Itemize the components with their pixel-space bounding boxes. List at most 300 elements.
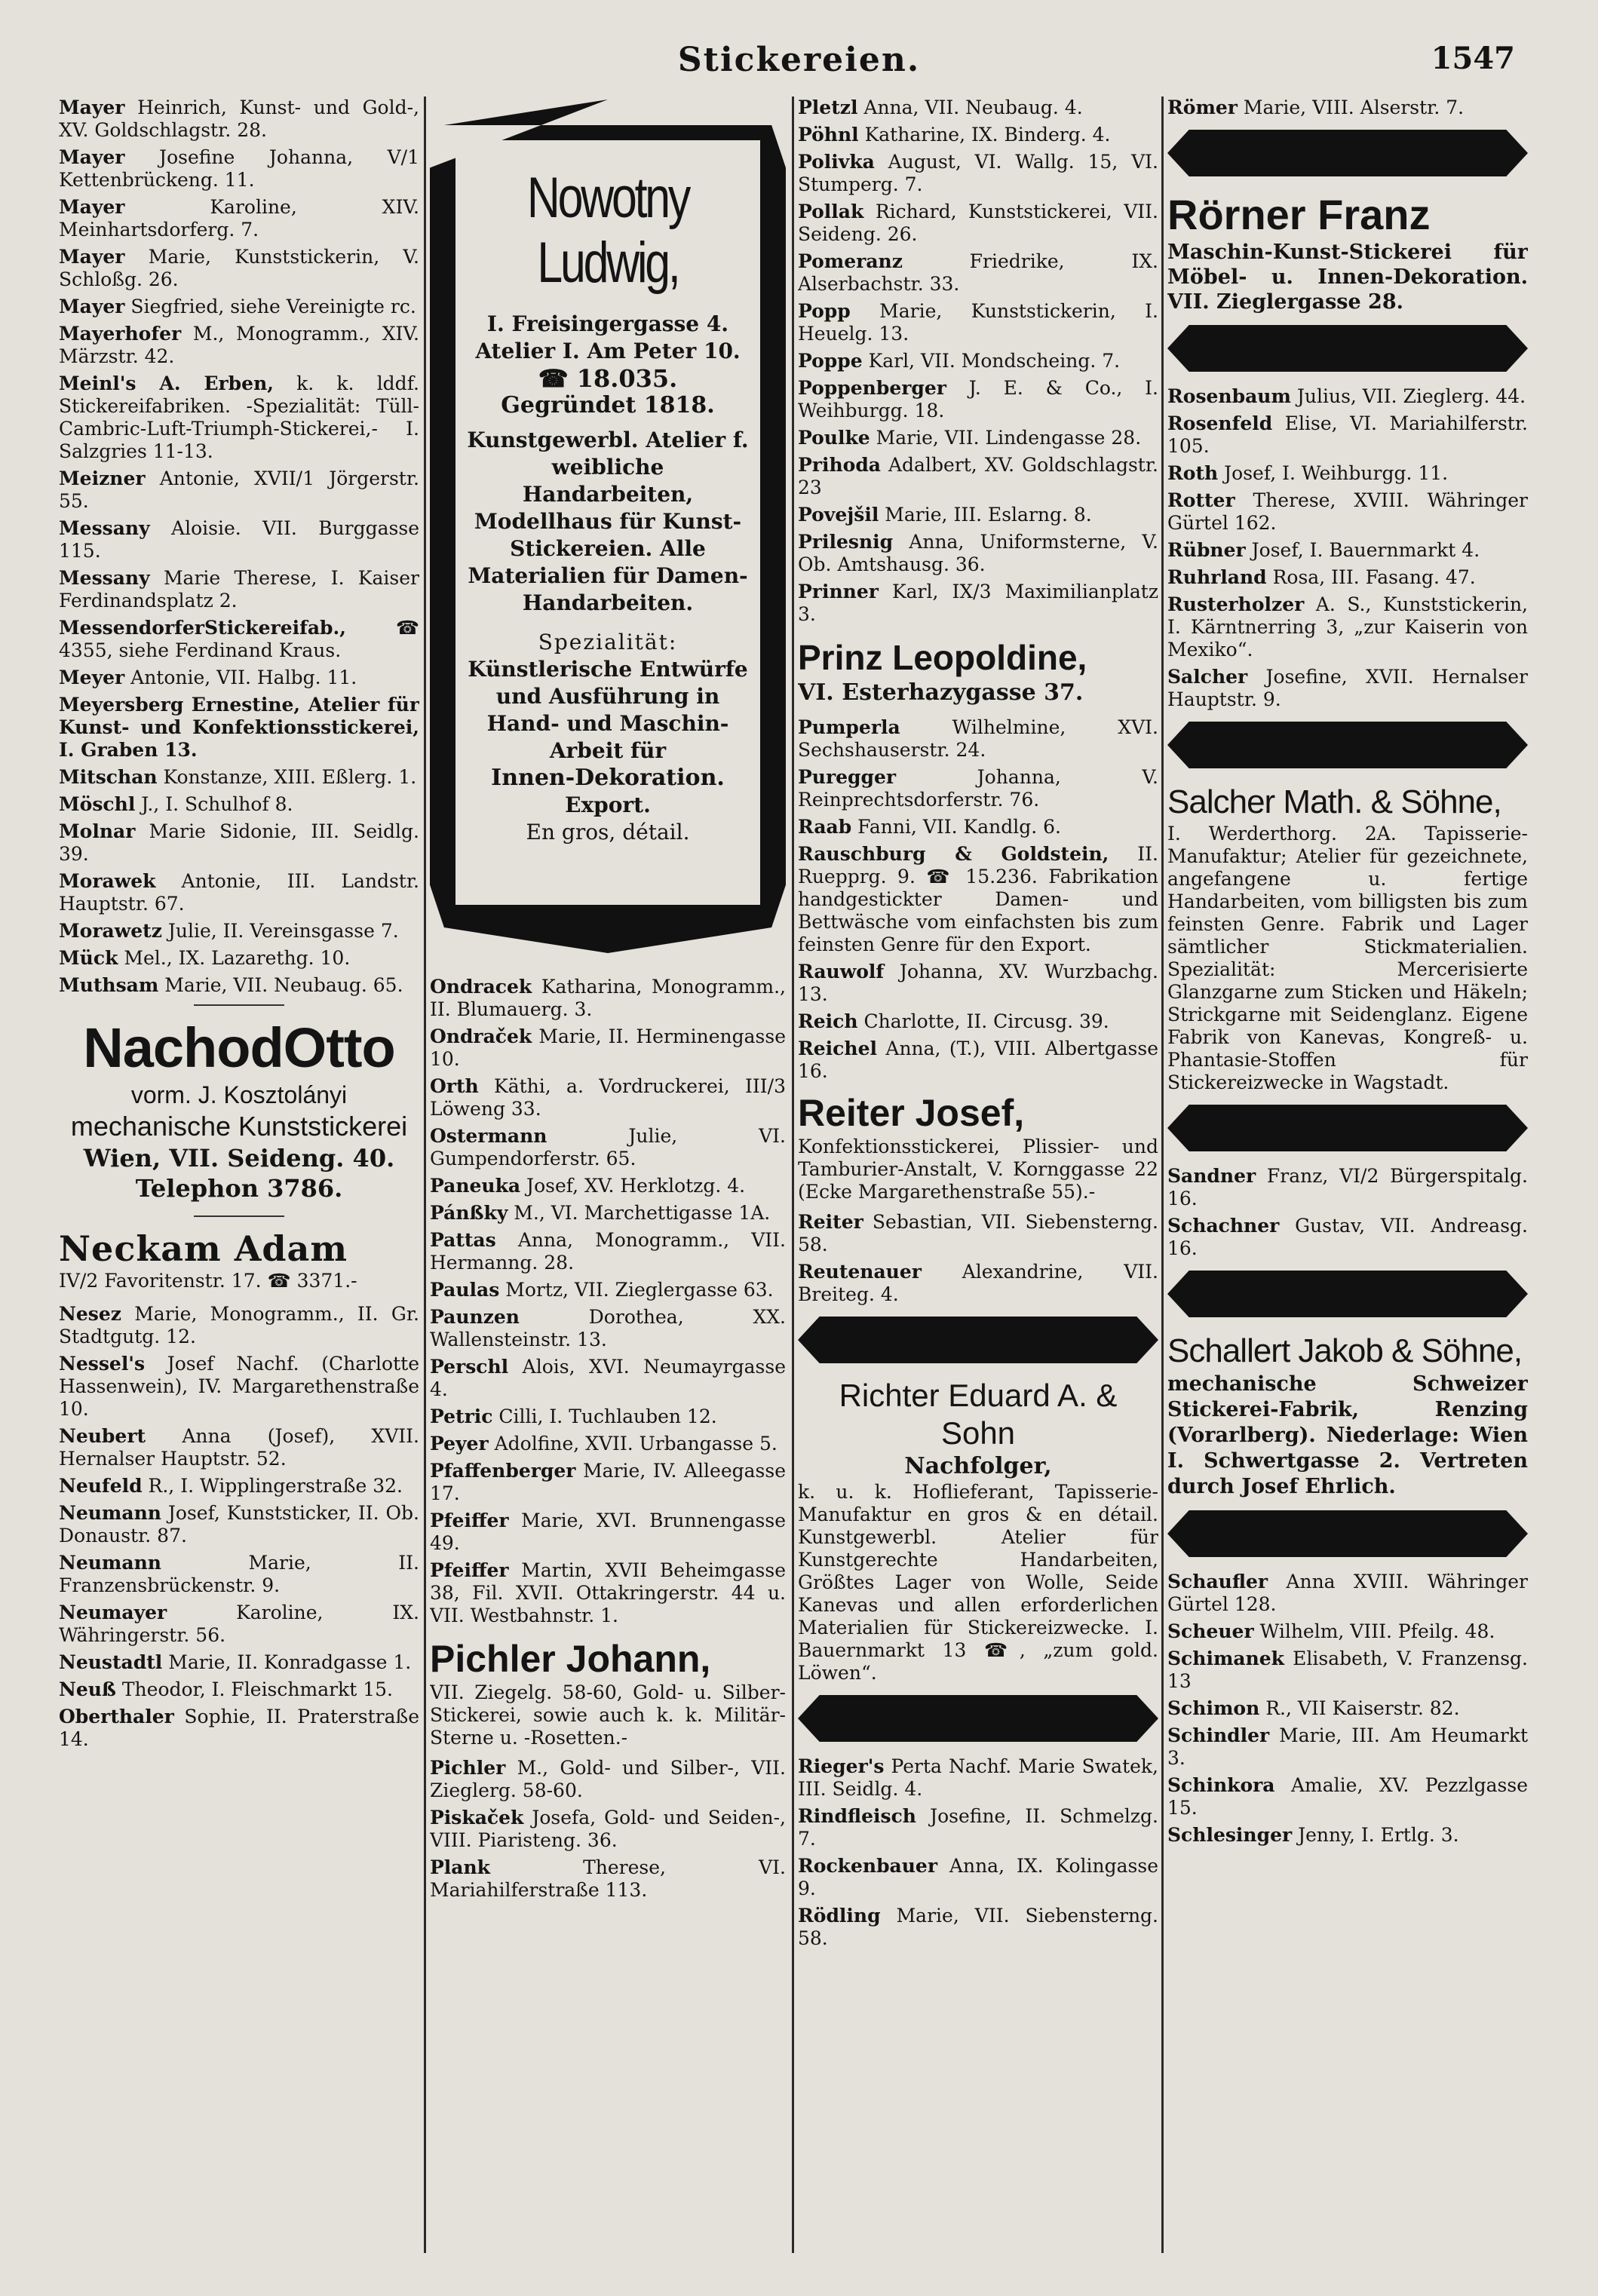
ad-banner	[1167, 1271, 1528, 1317]
entry-name: Neuß	[59, 1678, 116, 1700]
entry-text: II. Ruepprg. 9. ☎ 15.236. Fabrikation handgestickter Damen- und Bettwäsche vom einfachsten bis zum feinsten Genre für den Export.	[798, 843, 1158, 955]
entry-text: Perta Nachf. Marie Swatek, III. Seidlg. 4.	[798, 1755, 1158, 1800]
entry-text: Aloisie. VII. Burggasse 115.	[59, 517, 419, 562]
directory-entry	[798, 1755, 1158, 1801]
entry-name: Rübner	[1167, 539, 1246, 561]
directory-entry	[798, 581, 1158, 626]
ad-reiter-josef	[798, 1090, 1158, 1203]
directory-entry	[59, 694, 419, 762]
entry-text: Anna XVIII. Währinger Gürtel 128.	[1167, 1571, 1528, 1615]
directory-entry	[59, 1706, 419, 1751]
entry-text: Marie, Kunststickerin, V. Schloßg. 26.	[59, 246, 419, 290]
ad-banner	[1167, 1105, 1528, 1151]
directory-entry	[798, 1855, 1158, 1900]
entry-name: Reutenauer	[798, 1261, 922, 1283]
entry-text: Anna, IX. Kolingasse 9.	[798, 1855, 1158, 1899]
entry-name: Möschl	[59, 793, 136, 815]
directory-entry	[1167, 566, 1528, 589]
entry-name: Mayer	[59, 146, 125, 168]
entry-name: Schlesinger	[1167, 1824, 1293, 1846]
entry-list	[59, 97, 419, 997]
entry-name: Prihoda	[798, 454, 881, 476]
entry-text: Amalie, XV. Pezzlgasse 15.	[1167, 1774, 1528, 1819]
entry-name: Prinner	[798, 581, 879, 602]
entry-name: Poppenberger	[798, 377, 946, 399]
entry-text: August, VI. Wallg. 15, VI. Stumperg. 7.	[798, 151, 1158, 195]
directory-entry	[430, 1306, 786, 1351]
entry-text: Marie, III. Eslarng. 8.	[879, 504, 1092, 526]
directory-entry	[1167, 1724, 1528, 1770]
entry-text: Marie, VII. Lindengasse 28.	[870, 427, 1142, 449]
directory-entry	[59, 146, 419, 192]
entry-text: Käthi, a. Vordruckerei, III/3 Löweng 33.	[430, 1075, 786, 1120]
directory-entry	[1167, 666, 1528, 711]
entry-text: Josefine, II. Schmelzg. 7.	[798, 1805, 1158, 1850]
entry-name: Roth	[1167, 462, 1219, 484]
entry-name: Messany	[59, 567, 150, 589]
entry-text: Josef Nachf. (Charlotte Hassenwein), IV. Margarethenstraße 10.	[59, 1353, 419, 1420]
entry-text: Marie, Kunststickerin, I. Heuelg. 13.	[798, 300, 1158, 345]
entry-text: Mel., IX. Lazarethg. 10.	[118, 947, 351, 969]
ad-salcher-math	[1167, 782, 1528, 1094]
entry-name: Oberthaler	[59, 1706, 174, 1727]
ad-body	[455, 140, 760, 905]
entry-text: Antonie, VII. Halbg. 11.	[124, 667, 357, 688]
entry-name: Ostermann	[430, 1125, 547, 1147]
entry-text: Alexandrine, VII. Breiteg. 4.	[798, 1261, 1158, 1305]
entry-text: Richard, Kunststickerei, VII. Seideng. 26.	[798, 201, 1158, 245]
directory-entry	[798, 124, 1158, 146]
directory-entry	[59, 920, 419, 943]
entry-text: Alois, XVI. Neumayrgasse 4.	[430, 1356, 786, 1400]
directory-entry	[798, 454, 1158, 499]
entry-text: Elisabeth, V. Franzensg. 13	[1167, 1648, 1528, 1692]
entry-text: Anna (Josef), XVII. Hernalser Hauptstr. 52.	[59, 1425, 419, 1470]
entry-name: Messany	[59, 517, 150, 539]
directory-entry	[798, 531, 1158, 576]
directory-entry	[430, 1202, 786, 1225]
directory-entry	[430, 1559, 786, 1627]
ad-name: NachodOtto	[83, 1016, 395, 1079]
directory-entry	[430, 976, 786, 1021]
entry-text: Josef, I. Bauernmarkt 4.	[1245, 539, 1480, 561]
entry-name: Meizner	[59, 467, 146, 489]
entry-text: Josef, XV. Herklotzg. 4.	[520, 1175, 746, 1197]
entry-name: Pichler	[430, 1757, 506, 1779]
directory-entry	[59, 667, 419, 689]
ad-name: Neckam Adam	[59, 1228, 348, 1269]
ad-line: mechanische Schweizer Stickerei-Fabrik, Renzing (Vorarlberg). Niederlage: Wien I. Schwertgasse 2. Vertreten durch Josef Ehrlich.	[1167, 1372, 1528, 1498]
page-header	[0, 36, 1598, 89]
ad-line: I. Werderthorg. 2A. Tapisserie-Manufaktur; Atelier für gezeichnete, angefangene u. fertige Handarbeiten, vom billigsten bis zum feinsten Genre. Fabrik und Lager sämtlicher Stickmaterialien. Spezialität: Mercerisierte Glanzgarne zum Sticken und Häkeln; Strickgarne mit Seidenglanz. Eigene Fabrik von Kanevas, Kongreß- u. Phantasie-Stoffen für Stickereizwecke in Wagstadt.	[1167, 823, 1528, 1093]
directory-entry	[1167, 539, 1528, 562]
ad-banner	[1167, 1510, 1528, 1557]
entry-list	[1167, 1165, 1528, 1260]
directory-entry	[798, 1905, 1158, 1950]
entry-name: Povejšil	[798, 504, 879, 526]
directory-entry	[59, 372, 419, 463]
entry-text: ☎ 4355, siehe Ferdinand Kraus.	[59, 617, 419, 661]
entry-name: Puregger	[798, 766, 897, 788]
directory-entry	[430, 1175, 786, 1197]
entry-text: Julie, II. Vereinsgasse 7.	[161, 920, 399, 942]
entry-name: Neumayer	[59, 1602, 167, 1623]
directory-entry	[798, 766, 1158, 811]
entry-name: Neubert	[59, 1425, 146, 1447]
ad-line: k. u. k. Hoflieferant, Tapisserie-Manufaktur en gros & en détail. Kunstgewerbl. Atelier für Kunstgerechte Handarbeiten, Größtes Lager von Wolle, Seide Kanevas und allen erforderlichen Materialien für Stickereizwecke. I. Bauernmarkt 13 ☎, „zum gold. Löwen“.	[798, 1481, 1158, 1684]
directory-entry	[59, 793, 419, 816]
directory-entry	[430, 1433, 786, 1455]
entry-name: Rotter	[1167, 489, 1235, 511]
entry-text: Elise, VI. Mariahilferstr. 105.	[1167, 412, 1528, 457]
directory-entry	[430, 1856, 786, 1902]
ad-line: Modellhaus für Kunst-Stickereien. Alle Materialien für Damen-Handarbeiten.	[468, 509, 748, 615]
directory-entry	[798, 716, 1158, 762]
entry-text: A. S., Kunststickerin, I. Kärntnerring 3, „zur Kaiserin von Mexiko“.	[1167, 593, 1528, 661]
entry-name: Paneuka	[430, 1175, 521, 1197]
directory-entry	[1167, 1648, 1528, 1693]
ad-line: Wien, VII. Seideng. 40.	[83, 1144, 395, 1173]
ad-nowotny-ludwig	[430, 100, 786, 953]
ad-name: Rörner Franz	[1167, 191, 1431, 238]
entry-text: Marie Sidonie, III. Seidlg. 39.	[59, 820, 419, 865]
directory-entry	[430, 1405, 786, 1428]
entry-text: Friedrike, IX. Alserbachstr. 33.	[798, 250, 1158, 295]
directory-entry	[1167, 1697, 1528, 1720]
directory-entry	[430, 1356, 786, 1401]
directory-entry	[1167, 1774, 1528, 1819]
directory-entry	[59, 1353, 419, 1421]
entry-name: Meinl's A. Erben,	[59, 372, 274, 394]
ad-prinz-leopoldine	[798, 636, 1158, 707]
entry-name: Morawetz	[59, 920, 162, 942]
directory-entry	[430, 1125, 786, 1170]
directory-entry	[798, 961, 1158, 1006]
entry-name: Plank	[430, 1856, 490, 1878]
entry-name: Raab	[798, 816, 852, 838]
entry-name: Neufeld	[59, 1475, 143, 1497]
ad-line: VII. Ziegelg. 58-60, Gold- u. Silber-Stickerei, sowie auch k. k. Militär-Sterne u. -Rosetten.-	[430, 1681, 786, 1749]
entry-name: Molnar	[59, 820, 136, 842]
entry-text: Anna, (T.), VIII. Albertgasse 16.	[798, 1038, 1158, 1082]
directory-entry	[430, 1229, 786, 1274]
ad-nachod-otto	[59, 1016, 419, 1203]
entry-text: Marie, Monogramm., II. Gr. Stadtgutg. 12.	[59, 1303, 419, 1347]
ad-richter-eduard	[798, 1377, 1158, 1684]
entry-list	[798, 1755, 1158, 1950]
entry-name: Pfaffenberger	[430, 1460, 576, 1482]
entry-list	[430, 1757, 786, 1902]
directory-entry	[1167, 593, 1528, 661]
directory-entry	[798, 1261, 1158, 1306]
column-divider	[1161, 97, 1164, 2253]
entry-text: Josefa, Gold- und Seiden-, VIII. Piaristeng. 36.	[430, 1807, 786, 1851]
entry-list	[430, 976, 786, 1627]
directory-entry	[798, 816, 1158, 838]
ad-name: Salcher Math. & Söhne,	[1167, 783, 1501, 820]
directory-entry	[59, 196, 419, 241]
directory-entry	[59, 517, 419, 563]
entry-name: Rockenbauer	[798, 1855, 938, 1877]
ad-line: Nachfolger,	[904, 1453, 1052, 1479]
entry-text: Konstanze, XIII. Eßlerg. 1.	[157, 766, 417, 788]
entry-text: Marie, IV. Alleegasse 17.	[430, 1460, 786, 1504]
entry-name: Rosenbaum	[1167, 385, 1291, 407]
entry-name: Reiter	[798, 1211, 863, 1233]
directory-entry	[59, 1552, 419, 1597]
directory-entry	[798, 377, 1158, 422]
entry-name: Piskaček	[430, 1807, 524, 1829]
entry-name: Meyer	[59, 667, 125, 688]
directory-entry	[59, 1425, 419, 1470]
entry-name: Paunzen	[430, 1306, 520, 1328]
entry-text: Adalbert, XV. Goldschlagstr. 23	[798, 454, 1158, 498]
entry-text: Karoline, IX. Währingerstr. 56.	[59, 1602, 419, 1646]
entry-text: M., VI. Marchettigasse 1A.	[508, 1202, 771, 1224]
entry-name: Reich	[798, 1010, 858, 1032]
entry-text: Marie, III. Am Heumarkt 3.	[1167, 1724, 1528, 1769]
entry-text: Karoline, XIV. Meinhartsdorferg. 7.	[59, 196, 419, 241]
entry-text: Rosa, III. Fasang. 47.	[1266, 566, 1476, 588]
entry-name: Ruhrland	[1167, 566, 1267, 588]
ad-banner	[1167, 325, 1528, 372]
ad-name: Pichler Johann,	[430, 1638, 711, 1680]
ad-line: Kunstgewerbl. Atelier f. weibliche Handarbeiten,	[467, 428, 749, 507]
ad-line: Innen-Dekoration.	[491, 765, 725, 791]
entry-text: Josefine, XVII. Hernalser Hauptstr. 9.	[1167, 666, 1528, 710]
directory-entry	[798, 151, 1158, 196]
entry-text: Charlotte, II. Circusg. 39.	[857, 1010, 1109, 1032]
entry-name: Mück	[59, 947, 118, 969]
directory-entry	[1167, 1824, 1528, 1847]
ad-banner	[1167, 130, 1528, 176]
entry-text: Karl, IX/3 Maximilianplatz 3.	[798, 581, 1158, 625]
entry-list	[1167, 385, 1528, 711]
ad-name: Reiter Josef,	[798, 1092, 1025, 1134]
directory-entry	[798, 1211, 1158, 1256]
ad-pichler-johann	[430, 1636, 786, 1749]
entry-text: Wilhelm, VIII. Pfeilg. 48.	[1253, 1620, 1495, 1642]
entry-name: Nesez	[59, 1303, 121, 1325]
directory-entry	[798, 504, 1158, 526]
ad-name: Nowotny Ludwig,	[526, 166, 689, 295]
page-title: Stickereien.	[677, 41, 921, 79]
entry-list	[59, 1303, 419, 1751]
ad-banner	[1167, 722, 1528, 768]
entry-name: Salcher	[1167, 666, 1248, 688]
entry-text: Josefine Johanna, V/1 Kettenbrückeng. 11.	[59, 146, 419, 191]
entry-list	[798, 1211, 1158, 1306]
directory-entry	[430, 1075, 786, 1120]
directory-entry	[1167, 1215, 1528, 1260]
divider	[194, 1004, 284, 1006]
directory-entry	[430, 1757, 786, 1802]
directory-entry	[59, 296, 419, 318]
entry-text: k. k. lddf. Stickereifabriken. -Spezialität: Tüll-Cambric-Luft-Triumph-Stickerei,- I. Salzgries 11-13.	[59, 372, 419, 462]
entry-text: Fanni, VII. Kandlg. 6.	[851, 816, 1061, 838]
entry-name: Pomeranz	[798, 250, 903, 272]
ad-line: Export.	[565, 792, 651, 817]
directory-entry	[59, 567, 419, 612]
directory-entry	[59, 617, 419, 662]
entry-text: Julius, VII. Zieglerg. 44.	[1290, 385, 1526, 407]
ad-banner	[798, 1317, 1158, 1363]
directory-entry	[59, 947, 419, 970]
entry-name: Römer	[1167, 97, 1238, 118]
entry-name: Peyer	[430, 1433, 489, 1455]
entry-name: Mitschan	[59, 766, 158, 788]
entry-text: Katharine, IX. Binderg. 4.	[858, 124, 1111, 146]
entry-text: Marie, VII. Neubaug. 65.	[158, 974, 403, 996]
entry-text: Josef, Kunststicker, II. Ob. Donaustr. 87.	[59, 1502, 419, 1547]
directory-entry	[430, 1279, 786, 1301]
page-number: 1547	[1431, 41, 1515, 76]
directory-entry	[1167, 1571, 1528, 1616]
column-divider	[792, 97, 794, 2253]
directory-entry	[59, 1678, 419, 1701]
entry-name: Poulke	[798, 427, 870, 449]
ad-roerner-franz	[1167, 190, 1528, 314]
directory-entry	[1167, 385, 1528, 408]
entry-name: Rindfleisch	[798, 1805, 916, 1827]
entry-name: Reichel	[798, 1038, 877, 1059]
directory-entry	[59, 323, 419, 368]
entry-name: Scheuer	[1167, 1620, 1254, 1642]
entry-name: Neumann	[59, 1552, 161, 1574]
column-1	[59, 97, 419, 2268]
entry-list	[798, 97, 1158, 626]
directory-entry	[59, 974, 419, 997]
entry-name: Ondraček	[430, 1025, 532, 1047]
entry-text: Heinrich, Kunst- und Gold-, XV. Goldschlagstr. 28.	[59, 97, 419, 141]
entry-name: Pletzl	[798, 97, 858, 118]
entry-name: Schaufler	[1167, 1571, 1268, 1592]
entry-text: Anna, Uniformsterne, V. Ob. Amtshausg. 36.	[798, 531, 1158, 575]
entry-text: Marie, II. Franzensbrückenstr. 9.	[59, 1552, 419, 1596]
entry-name: Schimon	[1167, 1697, 1260, 1719]
directory-entry	[1167, 1165, 1528, 1210]
entry-name: Nessel's	[59, 1353, 146, 1375]
ad-line: En gros, détail.	[526, 820, 690, 845]
entry-text: J. E. & Co., I. Weihburgg. 18.	[798, 377, 1158, 421]
directory-entry	[59, 870, 419, 915]
directory-entry	[59, 246, 419, 291]
directory-entry	[798, 1010, 1158, 1033]
entry-name: Rödling	[798, 1905, 881, 1927]
column-3	[798, 97, 1158, 2268]
entry-name: Rosenfeld	[1167, 412, 1273, 434]
directory-entry	[798, 1805, 1158, 1850]
entry-list	[1167, 97, 1528, 119]
entry-name: Rusterholzer	[1167, 593, 1305, 615]
ad-schallert-jakob	[1167, 1331, 1528, 1500]
entry-name: Muthsam	[59, 974, 159, 996]
entry-text: Martin, XVII Beheimgasse 38, Fil. XVII. Ottakringerstr. 44 u. VII. Westbahnstr. 1.	[430, 1559, 786, 1626]
entry-text: Marie Therese, I. Kaiser Ferdinandsplatz 2.	[59, 567, 419, 612]
entry-name: Pöhnl	[798, 124, 859, 146]
entry-name: Sandner	[1167, 1165, 1256, 1187]
entry-name: Prilesnig	[798, 531, 894, 553]
entry-name: MessendorferStickereifab.,	[59, 617, 346, 639]
entry-text: J., I. Schulhof 8.	[135, 793, 293, 815]
entry-name: Perschl	[430, 1356, 509, 1378]
ad-name: Richter Eduard A. & Sohn	[839, 1378, 1118, 1451]
entry-text: Wilhelmine, XVI. Sechshauserstr. 24.	[798, 716, 1158, 761]
directory-entry	[430, 1460, 786, 1505]
ad-line: I. Freisingergasse 4.	[486, 311, 729, 336]
ad-neckam-adam	[59, 1228, 419, 1292]
entry-name: Rauschburg & Goldstein,	[798, 843, 1109, 865]
directory-entry	[430, 1510, 786, 1555]
entry-text: R., I. Wipplingerstraße 32.	[142, 1475, 403, 1497]
entry-text: Marie, II. Herminengasse 10.	[430, 1025, 786, 1070]
entry-text: Anna, Monogramm., VII. Hermanng. 28.	[430, 1229, 786, 1274]
directory-entry	[798, 1038, 1158, 1083]
entry-name: Petric	[430, 1405, 493, 1427]
column-4	[1167, 97, 1528, 2268]
entry-name: Neumann	[59, 1502, 161, 1524]
ad-line: Künstlerische Entwürfe und Ausführung in Hand- und Maschin-Arbeit für	[468, 657, 748, 763]
entry-text: Katharina, Monogramm., II. Blumauerg. 3.	[430, 976, 786, 1020]
entry-name: Neustadtl	[59, 1651, 163, 1673]
entry-name: Meyersberg Ernestine, Atelier für Kunst- und Konfektionsstickerei, I. Graben 13.	[59, 694, 419, 761]
directory-entry	[798, 300, 1158, 345]
directory-entry	[59, 1651, 419, 1674]
ad-line: Maschin-Kunst-Stickerei für Möbel- u. Innen-Dekoration. VII. Zieglergasse 28.	[1167, 241, 1528, 314]
directory-entry	[798, 843, 1158, 956]
entry-text: Mortz, VII. Zieglergasse 63.	[499, 1279, 774, 1301]
directory-entry	[430, 1807, 786, 1852]
directory-entry	[798, 97, 1158, 119]
entry-name: Paulas	[430, 1279, 500, 1301]
entry-text: Marie, VIII. Alserstr. 7.	[1237, 97, 1465, 118]
entry-text: R., VII Kaiserstr. 82.	[1259, 1697, 1460, 1719]
entry-name: Pfeiffer	[430, 1510, 509, 1531]
entry-text: Karl, VII. Mondscheing. 7.	[862, 350, 1121, 372]
entry-name: Orth	[430, 1075, 479, 1097]
entry-text: Antonie, XVII/1 Jörgerstr. 55.	[59, 467, 419, 512]
column-divider	[424, 97, 426, 2253]
entry-text: Cilli, I. Tuchlauben 12.	[492, 1405, 717, 1427]
entry-name: Mayer	[59, 246, 125, 268]
column-2	[430, 97, 786, 2268]
entry-name: Mayer	[59, 296, 125, 317]
directory-entry	[59, 1475, 419, 1497]
entry-text: Marie, II. Konradgasse 1.	[162, 1651, 412, 1673]
directory-entry	[798, 201, 1158, 246]
entry-text: Antonie, III. Landstr. Hauptstr. 67.	[59, 870, 419, 915]
directory-entry	[798, 427, 1158, 449]
entry-text: Siegfried, siehe Vereinigte rc.	[124, 296, 416, 317]
directory-entry	[59, 820, 419, 866]
entry-text: Johanna, V. Reinprechtsdorferstr. 76.	[798, 766, 1158, 811]
ad-line: Spezialität:	[538, 630, 678, 654]
entry-name: Rieger's	[798, 1755, 885, 1777]
entry-text: Therese, XVIII. Währinger Gürtel 162.	[1167, 489, 1528, 534]
directory-entry	[1167, 489, 1528, 535]
entry-name: Mayer	[59, 196, 125, 218]
entry-text: Johanna, XV. Wurzbachg. 13.	[798, 961, 1158, 1005]
entry-text: Jenny, I. Ertlg. 3.	[1292, 1824, 1459, 1846]
directory-entry	[1167, 462, 1528, 485]
entry-text: Anna, VII. Neubaug. 4.	[857, 97, 1083, 118]
ad-line: IV/2 Favoritenstr. 17. ☎ 3371.-	[59, 1270, 357, 1292]
entry-name: Schinkora	[1167, 1774, 1275, 1796]
ad-line: Atelier I. Am Peter 10.	[475, 339, 741, 363]
entry-text: Theodor, I. Fleischmarkt 15.	[115, 1678, 393, 1700]
entry-name: Schimanek	[1167, 1648, 1285, 1669]
ad-name: Schallert Jakob & Söhne,	[1167, 1332, 1523, 1369]
